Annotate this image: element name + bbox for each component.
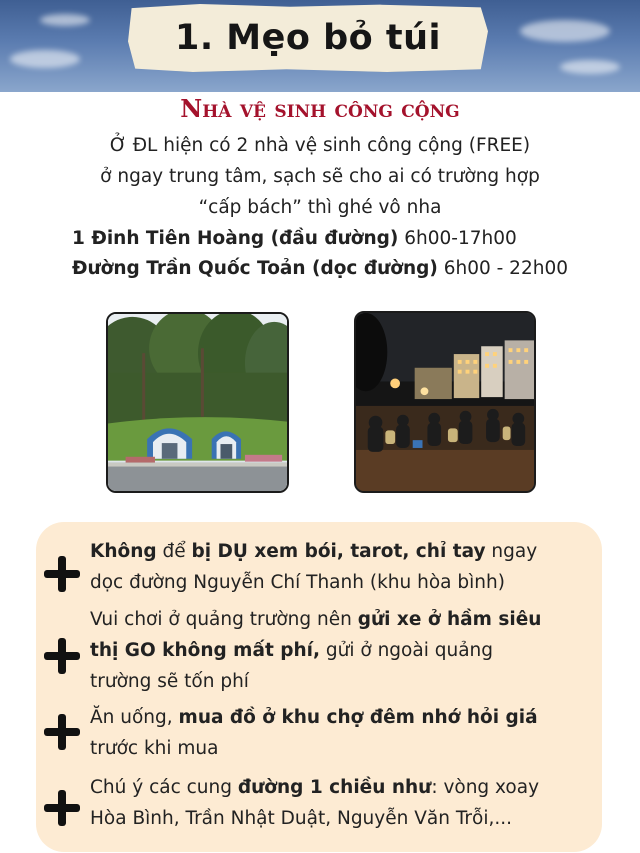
tip-line [90, 567, 590, 598]
location-name: 1 Đinh Tiên Hoàng (đầu đường) [72, 228, 399, 249]
location-hours: 6h00-17h00 [398, 228, 517, 249]
tip-segment: Chú ý các cung [90, 777, 238, 798]
tip-bold-segment: đường 1 chiều như [237, 777, 432, 798]
tip-line [90, 666, 590, 697]
plus-icon [40, 710, 84, 754]
plus-icon [40, 552, 84, 596]
night-market-photo [354, 311, 536, 493]
location-2 [72, 254, 568, 284]
tip-segment: Vui chơi ở quảng trường nên [90, 609, 358, 630]
tip-text [90, 772, 590, 834]
tip-line [90, 536, 590, 567]
tip-segment: dọc đường Nguyễn Chí Thanh (khu hòa bình) [90, 572, 505, 593]
intro-line: ở ngay trung tâm, sạch sẽ cho ai có trường hợp [100, 166, 540, 187]
tip-bold-segment: thị GO không mất phí, [90, 640, 321, 661]
page-title: 1. Mẹo bỏ túi [174, 18, 442, 58]
plus-icon [40, 634, 84, 678]
section-title: Nhà vệ sinh công cộng [180, 94, 460, 123]
intro-line: Ở ĐL hiện có 2 nhà vệ sinh công cộng (FREE) [109, 135, 531, 156]
tip-bold-segment: mua đồ ở khu chợ đêm nhớ hỏi giá [178, 707, 538, 728]
tip-line [90, 635, 590, 666]
tip-line [90, 733, 590, 764]
location-1 [72, 224, 517, 254]
tip-text [90, 702, 590, 764]
tip-segment: trường sẽ tốn phí [90, 671, 249, 692]
tip-bold-segment: gửi xe ở hầm siêu [357, 609, 542, 630]
tip-segment: gửi ở ngoài quảng [320, 640, 494, 661]
tip-line [90, 803, 590, 834]
tip-text [90, 604, 590, 697]
tip-line [90, 772, 590, 803]
location-name: Đường Trần Quốc Toản (dọc đường) [72, 258, 438, 279]
tip-segment: Hòa Bình, Trần Nhật Duật, Nguyễn Văn Trỗi,... [90, 808, 512, 829]
intro-text [0, 130, 640, 223]
plus-icon [40, 786, 84, 830]
tip-bold-segment: bị DỤ xem bói, tarot, chỉ tay [191, 541, 486, 562]
tip-bold-segment: Không [90, 541, 157, 562]
tip-segment: trước khi mua [90, 738, 219, 759]
tip-line [90, 604, 590, 635]
public-restroom-photo [106, 312, 289, 493]
tip-line [90, 702, 590, 733]
tip-segment: để [156, 541, 192, 562]
tip-segment: Ăn uống, [90, 707, 179, 728]
intro-line: “cấp bách” thì ghé vô nha [198, 197, 442, 218]
location-hours: 6h00 - 22h00 [437, 258, 568, 279]
tip-segment: : vòng xoay [431, 777, 540, 798]
tip-segment: ngay [485, 541, 538, 562]
tip-text [90, 536, 590, 598]
tips-panel [36, 522, 602, 852]
